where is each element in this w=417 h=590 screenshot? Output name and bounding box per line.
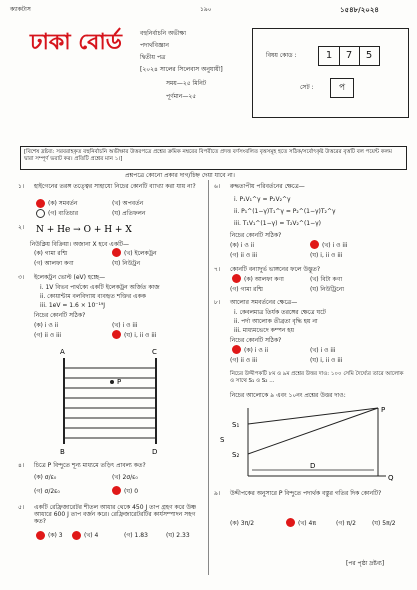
q1-option-c-bubble — [36, 209, 45, 218]
svg-text:Q: Q — [388, 474, 394, 482]
q5-answer-mark — [36, 531, 45, 540]
q3-statement-1: i. 1V বিভব পার্থক্যে একটি ইলেকট্রন অর্জিত কাজ — [40, 284, 160, 291]
svg-text:D: D — [152, 448, 158, 456]
svg-text:S₂: S₂ — [232, 451, 240, 459]
code-digit-1: 1 — [319, 47, 340, 65]
q7-option-d: (ঘ) নিউট্রিনো — [310, 286, 344, 293]
marks: পূর্ণমান—২৫ — [166, 93, 197, 100]
q7-answer-mark — [232, 274, 241, 283]
q3-text: ইলেকট্রন ভোল্ট (eV) হচ্ছে— — [34, 274, 106, 281]
q4-option-d: (ঘ) 0 — [124, 488, 139, 495]
instructions-text: [বিশেষ দ্রষ্টব্য: সরবরাহকৃত বহুনির্বাচনি অভীক্ষার উত্তরপত্রে প্রশ্নের ক্রমিক নম্বরের বিপরীতে প্রদত্ত বর্ণসংবলিত বৃত্তসমূহ হতে সঠিক/সর্বোৎকৃষ্ট উত্তরের বৃত্তটি বল পয়েন্ট কলম দ্বারা সম্পূর্ণ ভরাট কর। প্রতিটি প্রশ্নের মান ১।] — [24, 149, 392, 162]
q8-number: ৮। — [214, 299, 221, 306]
svg-text:C: C — [152, 348, 157, 356]
parallel-plates-figure — [28, 346, 198, 456]
q2-option-d: (ঘ) নিউট্রন — [112, 260, 141, 267]
q6-statement-2: ii. P₁^(1−γ)T₁^γ = P₂^(1−γ)T₂^γ — [234, 208, 336, 215]
q9-note: নিচের আলোকে ৯ এবং ১০নং প্রশ্নের উত্তর দাও: — [230, 392, 346, 399]
q3-option-a: (ক) i ও ii — [34, 322, 59, 329]
q9-stem: নিচের উদ্দীপকটি ৮ম ও ৯ম প্রশ্নের উত্তর দাও: ১০০ সেমি দৈর্ঘ্যের তারে আলোক ও সাথে S₁ ও S₂ ... — [230, 371, 404, 384]
q1-option-a: (ক) সমবর্তন — [48, 200, 78, 207]
q5-option-d: (ঘ) 2.33 — [166, 532, 190, 539]
q2-option-c: (গ) আলফা কণা — [34, 260, 74, 267]
code-label: বিষয় কোড : — [266, 52, 297, 59]
set-box: প — [330, 78, 354, 98]
q9-text: উদ্দীপকের অনুসারে P বিন্দুতে পদার্থক বস্তুর গতির দিক কোনটি? — [230, 490, 382, 497]
q5-option-b: (খ) 4 — [84, 532, 99, 539]
q6-text: রুদ্ধতাপীয় পরিবর্তনের ক্ষেত্রে— — [230, 183, 305, 190]
year-tag: ১৫৪৮/২০২৪ — [340, 6, 379, 14]
code-box — [318, 46, 380, 66]
q6-option-d: (ঘ) i, ii ও iii — [310, 252, 343, 259]
q5-option-a: (ক) 3 — [48, 532, 63, 539]
q7-option-c: (গ) গামা রশ্মি — [230, 286, 263, 293]
q8-option-d: (ঘ) i, ii ও iii — [310, 357, 343, 364]
nuclear-reaction-equation — [32, 218, 152, 238]
footer-note: [পর পৃষ্ঠা দ্রষ্টব্য] — [346, 560, 385, 567]
q6-answer-mark — [310, 240, 319, 249]
paper: দ্বিতীয় পত্র — [140, 54, 166, 61]
q4-option-a: (ক) σ/ε₀ — [34, 474, 57, 481]
q2-option-a: (ক) গামা রশ্মি — [34, 250, 68, 257]
q7-option-b: (খ) বিটা কণা — [310, 276, 343, 283]
column-divider — [208, 180, 209, 575]
header-left-tag: ক্যাকটাস — [10, 6, 31, 13]
svg-text:P: P — [117, 378, 122, 386]
q9-option-c: (গ) π/2 — [336, 520, 356, 527]
q9-answer-mark — [286, 518, 295, 527]
q6-option-b: (খ) i ও iii — [322, 242, 348, 249]
board-title: ঢাকা বোর্ড — [30, 30, 122, 55]
q1-text: হাইগেনের তরঙ্গ তত্ত্বের সাহায্যে নিচের কোনটি ব্যাখ্যা করা যায় না? — [34, 183, 196, 190]
q5-option-c: (গ) 1.83 — [124, 532, 148, 539]
q8-text: আলোর সমবর্তনের ক্ষেত্রে— — [230, 299, 298, 306]
svg-text:P: P — [381, 406, 386, 414]
q3-statement-3: iii. 1eV = 1.6 × 10⁻¹⁹J — [40, 302, 106, 309]
q1-number: ১। — [18, 183, 25, 190]
q8-statement-3: iii. মাধ্যমভেদে কম্পন হয় — [234, 327, 294, 334]
q9-option-b: (খ) 4π — [298, 520, 316, 527]
q6-statement-3: iii. T₁V₁^(1−γ) = T₂V₂^(1−γ) — [234, 220, 322, 227]
q7-option-a: (ক) আলফা কণা — [244, 276, 284, 283]
q4-option-c: (গ) σ/2ε₀ — [34, 488, 60, 495]
subheader: প্রশ্নপত্রে কোনো প্রকার দাগ/চিহ্ন দেয়া যাবে না। — [125, 172, 235, 179]
q4-number: ৪। — [18, 462, 25, 469]
q4-text: চিত্রে P বিন্দুতে শূন্য মাধ্যমে তড়িৎ প্রাবল্য কত? — [34, 462, 146, 469]
q6-statement-1: i. P₁V₁^γ = P₂V₂^γ — [234, 196, 291, 203]
q5-text: একটি রেফ্রিজারেটর শীতল আধার থেকে 450 J তাপ গ্রহণ করে উষ্ণ আধারে 600 J তাপ বর্জন করে। রেফ্রিজারেটরটির কার্যসম্পাদন সহগ কত? — [34, 504, 197, 525]
svg-text:D: D — [310, 462, 316, 470]
q3-number: ৩। — [18, 274, 25, 281]
q6-option-c: (গ) ii ও iii — [230, 252, 258, 259]
q9-number: ৯। — [214, 490, 221, 497]
time: সময়—২৫ মিনিট — [166, 80, 207, 87]
syllabus: [২০২৪ সালের সিলেবাস অনুযায়ী] — [140, 66, 223, 73]
svg-text:B: B — [60, 448, 65, 456]
q8-statement-2: ii. পর্দা আলোক তীব্রতা বৃদ্ধি হয় না — [234, 318, 318, 325]
set-label: সেট : — [300, 84, 314, 91]
q5-number: ৫। — [18, 504, 25, 511]
q2-number: ২। — [18, 224, 25, 231]
instructions-box — [20, 146, 407, 170]
code-digit-3: 5 — [365, 50, 373, 61]
q3-ask: নিচের কোনটি সঠিক? — [34, 312, 86, 319]
svg-text:S₁: S₁ — [232, 421, 240, 429]
q3-option-c: (গ) ii ও iii — [34, 332, 62, 339]
q2-text: নিউক্লিয় বিক্রিয়া। অজানা X হবে একটি— — [30, 241, 130, 248]
q7-number: ৭। — [214, 266, 221, 273]
q5-option-b-mark — [72, 531, 81, 540]
q8-ask: নিচের কোনটি সঠিক? — [230, 337, 282, 344]
svg-text:S: S — [220, 436, 225, 444]
interference-graph — [218, 404, 408, 484]
subject: পদার্থবিজ্ঞান — [140, 42, 169, 49]
svg-text:N + He → O + H + X: N + He → O + H + X — [36, 225, 132, 235]
exam-type: বহুনির্বাচনি অভীক্ষা — [140, 30, 186, 37]
q4-option-b: (খ) 2σ/ε₀ — [112, 474, 138, 481]
q3-option-d: (ঘ) i, ii ও iii — [124, 332, 157, 339]
q7-text: কোনটি বন্যাদুর্ভ ভাঙ্গনের ফলে উদ্ভূত? — [230, 266, 321, 273]
q8-answer-mark — [232, 345, 241, 354]
q8-option-b: (খ) i ও iii — [310, 347, 336, 354]
q6-option-a: (ক) i ও ii — [230, 242, 255, 249]
q3-statement-2: ii. কোয়ান্টাম বলবিদ্যায় ব্যবহৃত শক্তির একক — [40, 293, 147, 300]
q8-statement-1: i. কেবলমাত্র তির্যক তরঙ্গের ক্ষেত্রে ঘটে — [234, 309, 326, 316]
q9-option-d: (ঘ) 5π/2 — [372, 520, 396, 527]
q2-option-b: (খ) ইলেকট্রন — [124, 250, 157, 257]
q6-number: ৬। — [214, 183, 221, 190]
code-digit-2: 7 — [339, 47, 360, 65]
q1-option-b: (খ) অপবর্তন — [112, 200, 144, 207]
q1-option-d: (ঘ) প্রতিফলন — [112, 210, 146, 217]
q1-option-c: (গ) ব্যতিচার — [48, 210, 79, 217]
svg-text:A: A — [60, 348, 65, 356]
q6-ask: নিচের কোনটি সঠিক? — [230, 232, 282, 239]
q8-option-a: (ক) i ও ii — [244, 347, 269, 354]
q9-option-a: (ক) 3π/2 — [230, 520, 255, 527]
q8-option-c: (গ) ii ও iii — [230, 357, 258, 364]
q4-answer-mark — [112, 486, 121, 495]
q1-answer-mark — [36, 199, 45, 208]
q3-option-b: (খ) i ও iii — [112, 322, 138, 329]
q3-answer-mark — [112, 330, 121, 339]
page-number: ১৯০ — [200, 6, 212, 13]
q2-answer-mark — [112, 248, 121, 257]
code-panel — [252, 28, 409, 118]
